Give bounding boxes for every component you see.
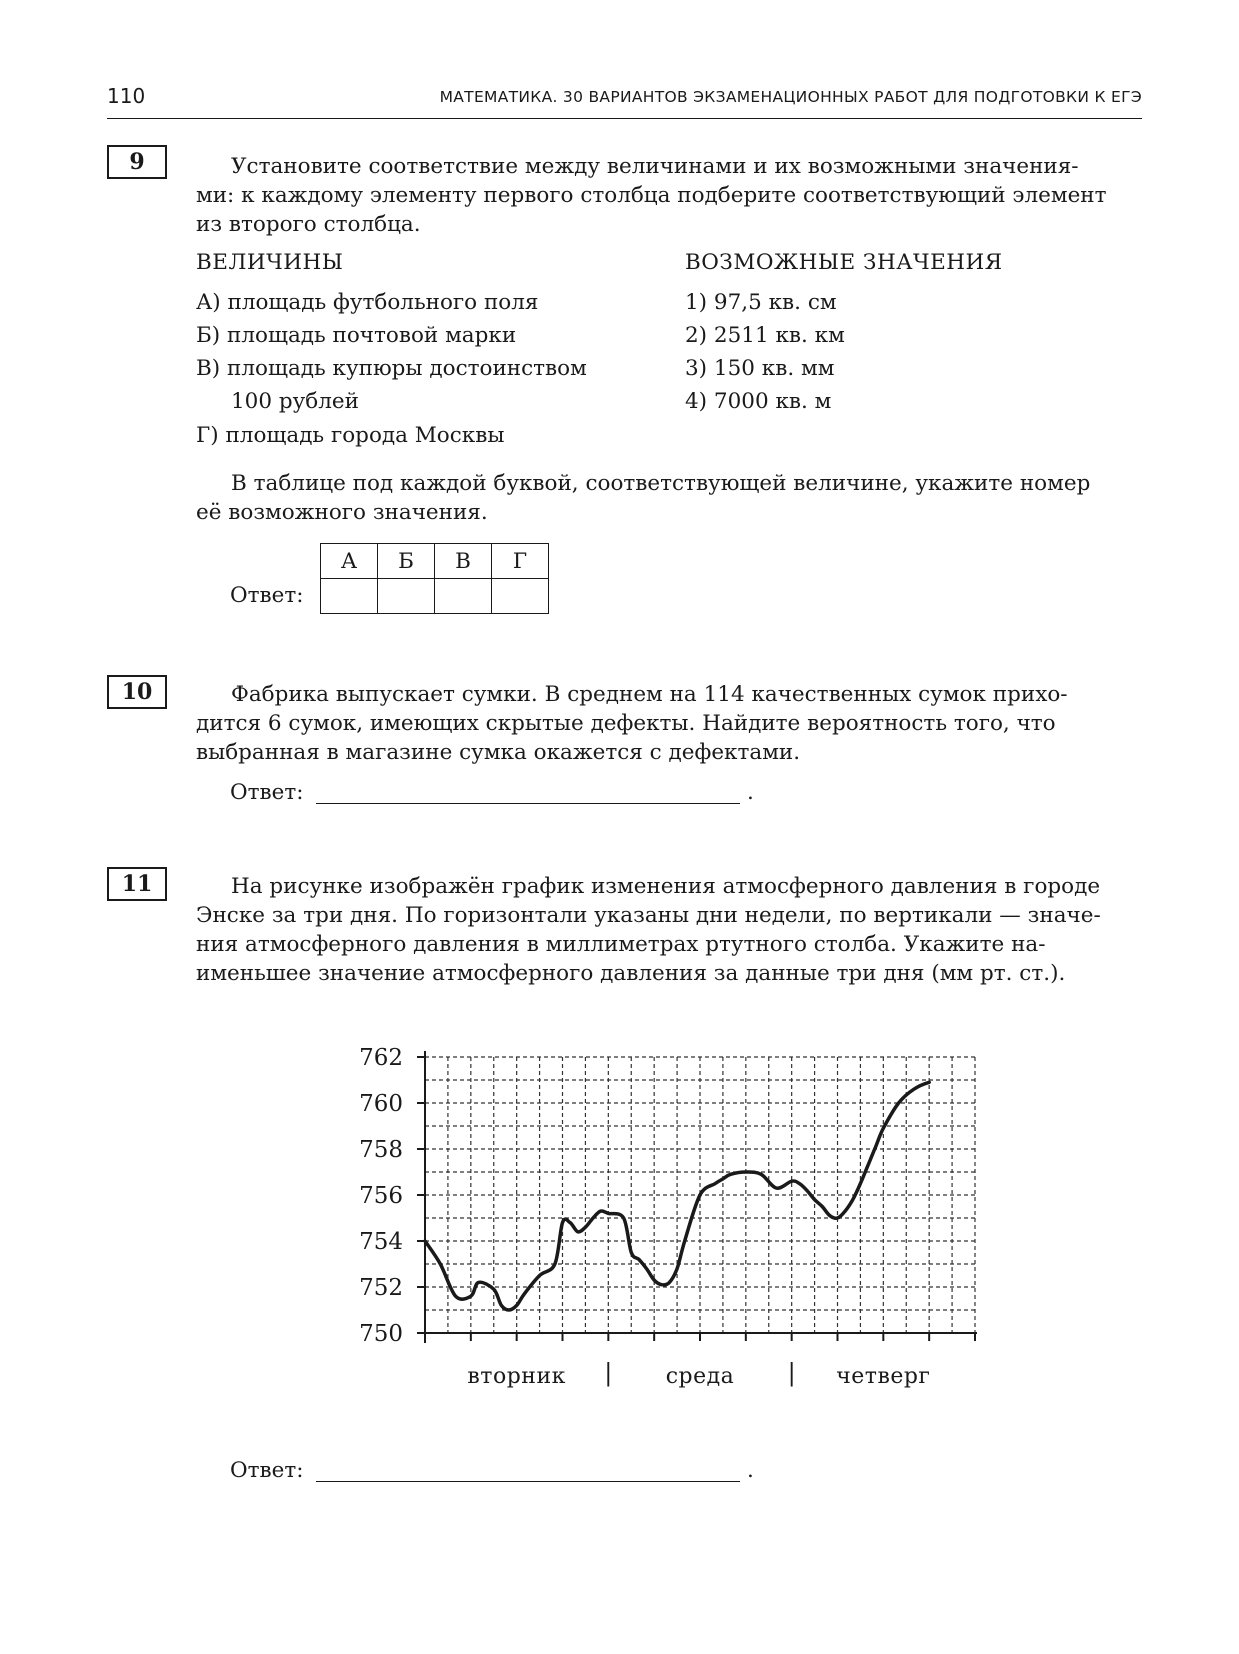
- y-tick-label: 762: [359, 1045, 403, 1071]
- task-9-number: 9: [107, 145, 167, 179]
- quantities-header: ВЕЛИЧИНЫ: [196, 250, 344, 275]
- quantity-g: Г) площадь города Москвы: [196, 423, 505, 448]
- quantity-v: В) площадь купюры достоинством: [196, 356, 587, 381]
- page-number: 110: [107, 84, 146, 108]
- table-header-v: В: [435, 544, 492, 579]
- day-separator: |: [787, 1359, 796, 1387]
- task-11-number: 11: [107, 867, 167, 901]
- task-11-line-1: На рисунке изображён график изменения атмосферного давления в городе: [231, 874, 1101, 899]
- value-2: 2) 2511 кв. км: [685, 323, 845, 348]
- task-11-line-3: ния атмосферного давления в миллиметрах ртутного столба. Укажите на-: [196, 932, 1046, 957]
- instruction-line-2: её возможного значения.: [196, 500, 488, 525]
- chart-axes: [417, 1051, 977, 1343]
- task-10-line-3: выбранная в магазине сумка окажется с дефектами.: [196, 740, 801, 765]
- y-tick-label: 758: [359, 1137, 403, 1163]
- quantity-v-continued: 100 рублей: [231, 389, 359, 414]
- task-9-line-1: Установите соответствие между величинами и их возможными значения-: [231, 154, 1079, 179]
- value-3: 3) 150 кв. мм: [685, 356, 835, 381]
- value-1: 1) 97,5 кв. см: [685, 290, 837, 315]
- quantity-b: Б) площадь почтовой марки: [196, 323, 517, 348]
- y-tick-label: 750: [359, 1321, 403, 1347]
- y-tick-label: 752: [359, 1275, 403, 1301]
- task-10-number: 10: [107, 675, 167, 709]
- task-11-answer-field[interactable]: [316, 1480, 740, 1482]
- task-11-line-2: Энске за три дня. По горизонтали указаны дни недели, по вертикали — значе-: [196, 903, 1101, 928]
- task-9-answer-label: Ответ:: [230, 583, 304, 608]
- y-tick-label: 756: [359, 1183, 403, 1209]
- value-4: 4) 7000 кв. м: [685, 389, 832, 414]
- table-header-g: Г: [492, 544, 549, 579]
- task-11-answer-label: Ответ:: [230, 1458, 304, 1483]
- task-11-line-4: именьшее значение атмосферного давления за данные три дня (мм рт. ст.).: [196, 961, 1066, 986]
- running-title: МАТЕМАТИКА. 30 ВАРИАНТОВ ЭКЗАМЕНАЦИОННЫХ РАБОТ ДЛЯ ПОДГОТОВКИ К ЕГЭ: [439, 88, 1142, 106]
- y-tick-label: 760: [359, 1091, 403, 1117]
- task-9-line-3: из второго столбца.: [196, 212, 421, 237]
- y-tick-label: 754: [359, 1229, 403, 1255]
- task-11-answer-dot: .: [747, 1458, 754, 1483]
- quantity-a: А) площадь футбольного поля: [196, 290, 539, 315]
- day-separator: |: [604, 1359, 613, 1387]
- task-10-line-2: дится 6 сумок, имеющих скрытые дефекты. Найдите вероятность того, что: [196, 711, 1056, 736]
- day-label: среда: [665, 1364, 735, 1389]
- values-header: ВОЗМОЖНЫЕ ЗНАЧЕНИЯ: [685, 250, 1003, 275]
- task-10-answer-label: Ответ:: [230, 780, 304, 805]
- task-9-line-2: ми: к каждому элементу первого столбца подберите соответствующий элемент: [196, 183, 1107, 208]
- table-header-b: Б: [378, 544, 435, 579]
- task-10-answer-dot: .: [747, 780, 754, 805]
- day-label: вторник: [467, 1364, 566, 1389]
- chart-labels: [359, 1045, 930, 1389]
- instruction-line-1: В таблице под каждой буквой, соответствующей величине, укажите номер: [231, 471, 1091, 496]
- table-header-a: А: [321, 544, 378, 579]
- task-10-line-1: Фабрика выпускает сумки. В среднем на 114 качественных сумок прихо-: [231, 682, 1068, 707]
- day-label: четверг: [836, 1364, 931, 1389]
